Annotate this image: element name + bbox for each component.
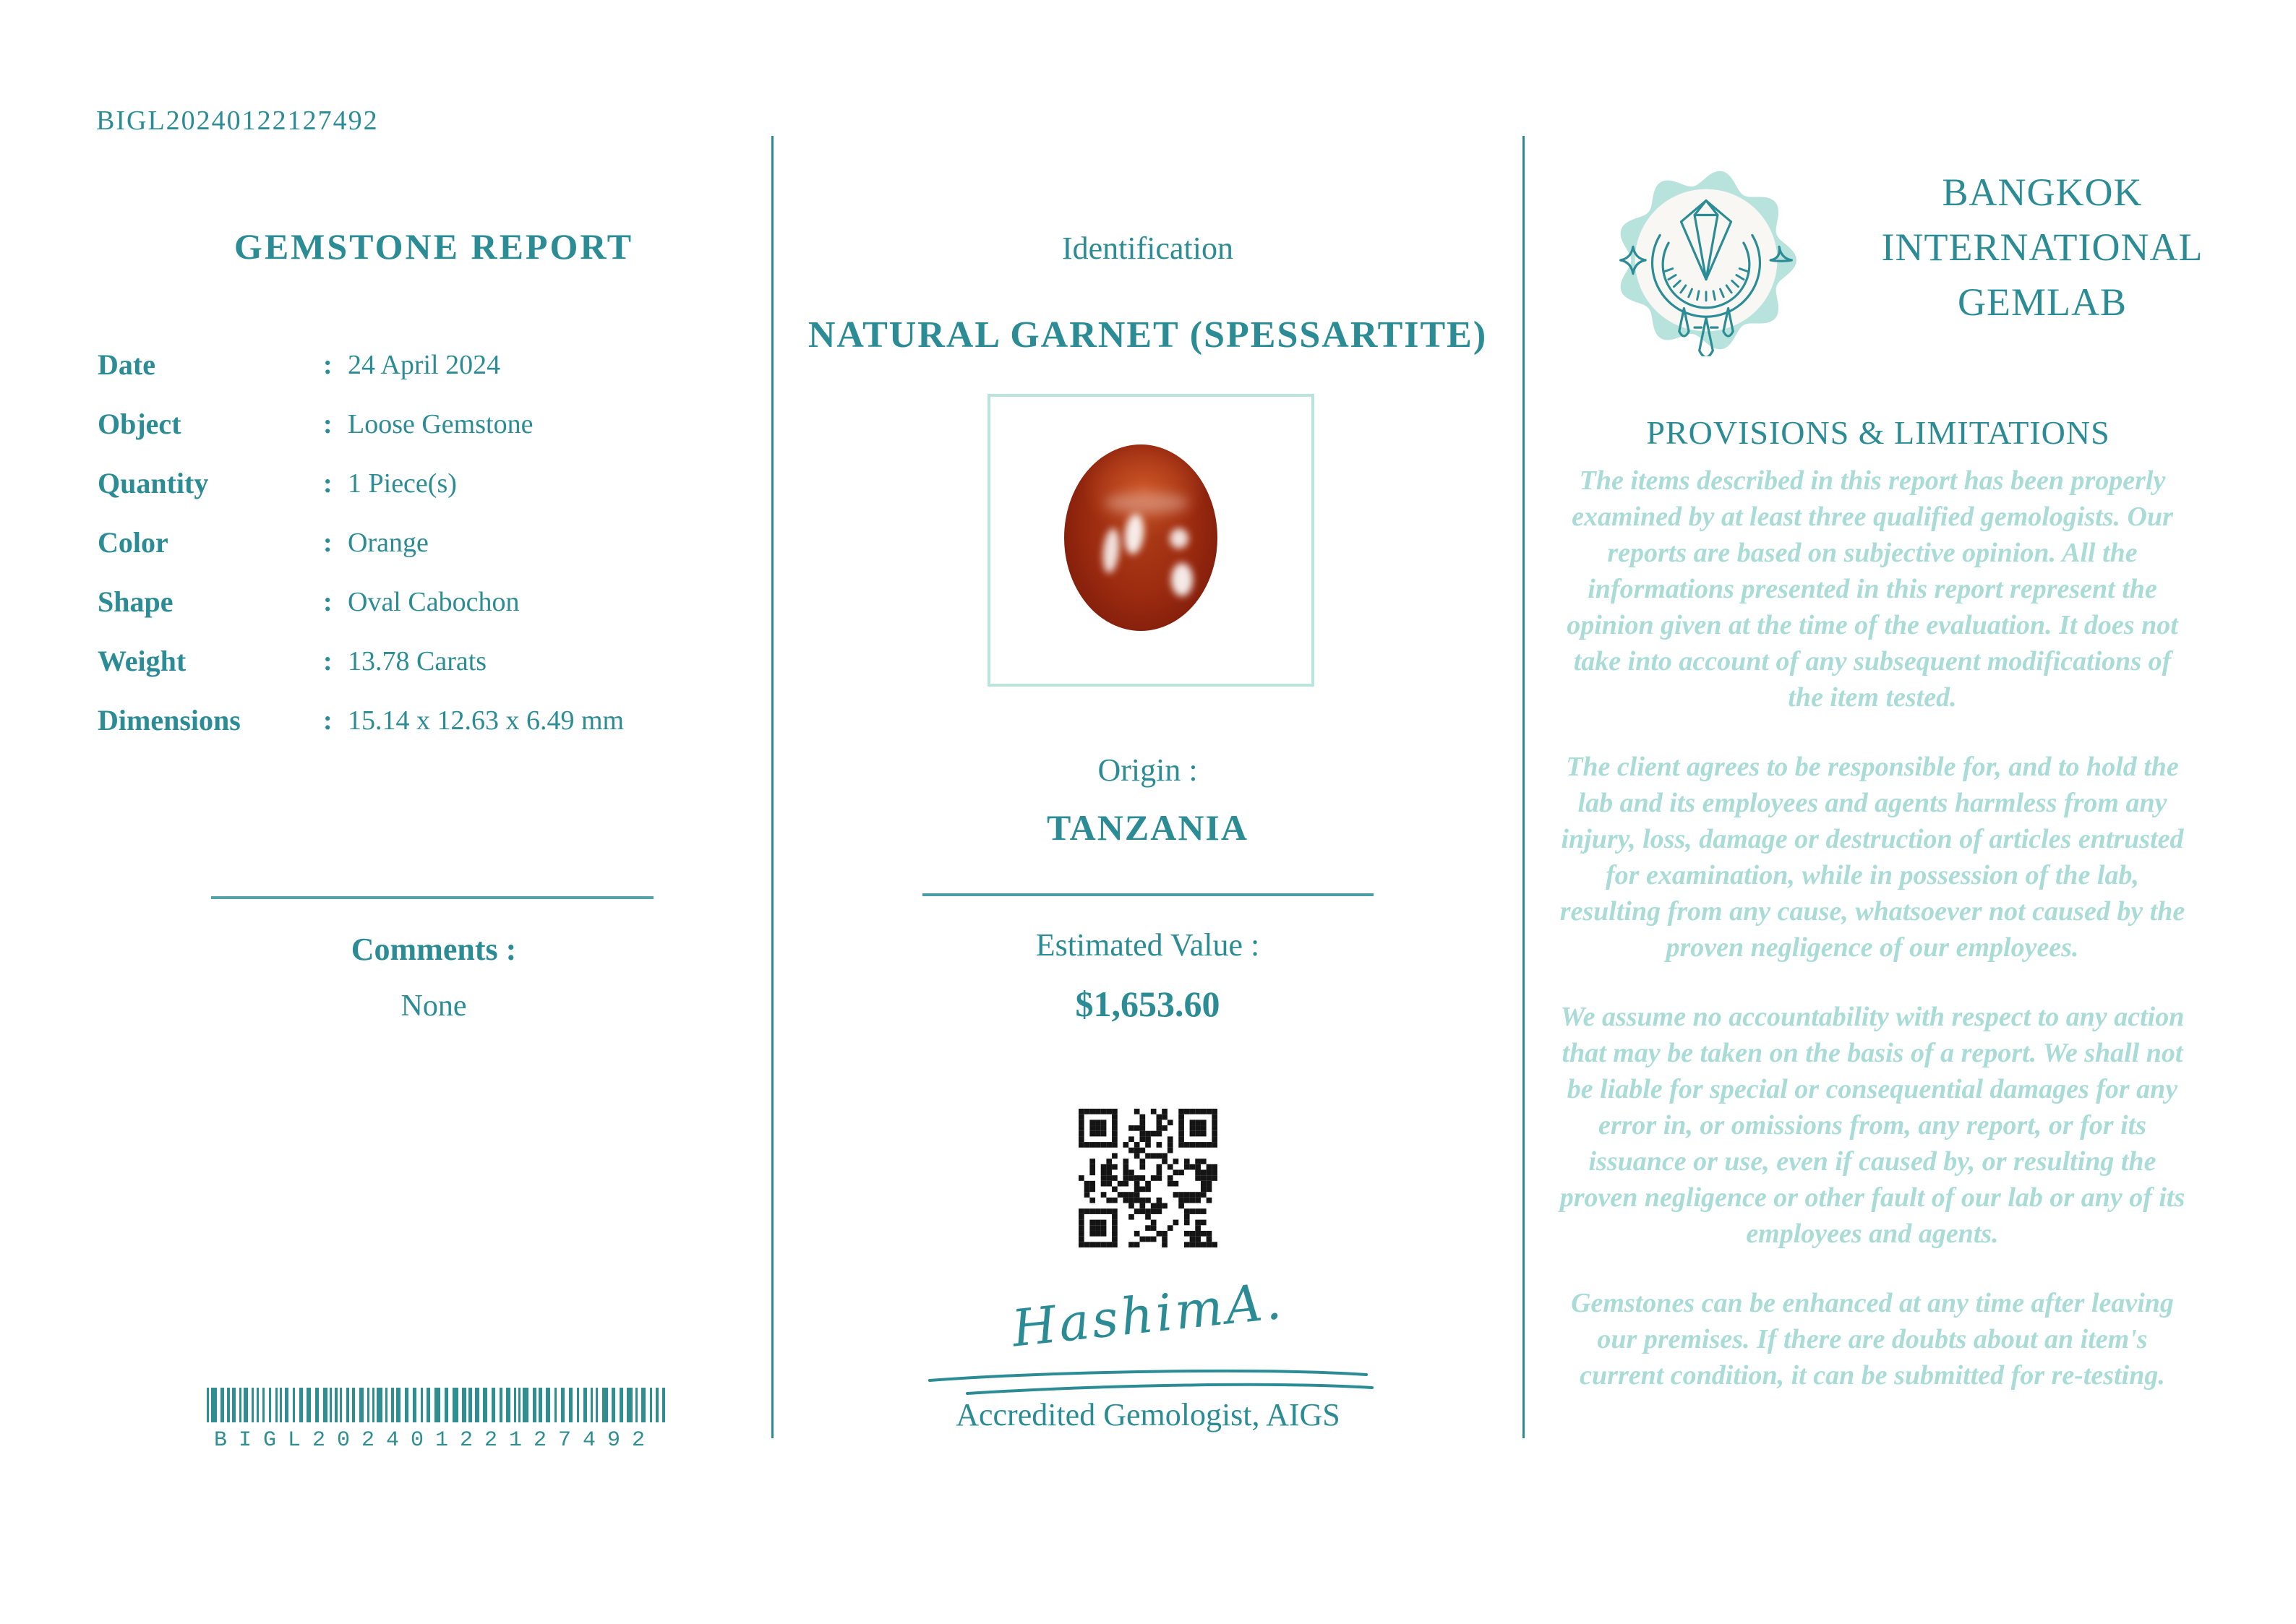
table-row-weight [98,643,770,679]
estimated-value-amount: $1,653.60 [1075,984,1220,1024]
gem-highlight [1171,563,1193,596]
detail-value: 13.78 Carats [348,646,487,676]
signature-name: HashimA. [1009,1271,1287,1359]
detail-colon: : [323,587,333,617]
barcode-text: BIGL20240122127492 [214,1428,657,1453]
detail-label: Quantity [98,467,209,499]
table-row-date [98,347,770,383]
signature [917,1271,1379,1401]
table-row-object [98,406,770,442]
qr-code-image [1079,1109,1217,1247]
table-row-color [98,525,770,561]
provision-paragraph: The items described in this report has been properly examined by at least three qualified gemologists. Our reports are based on subjective opinion. All the informations presented in this report represent the opinion given at the time of the evaluation. It does not take into account of any subsequent modifications of the item tested. [1567,465,2178,713]
detail-value: 1 Piece(s) [348,468,457,499]
detail-label: Date [98,348,155,381]
table-row-quantity [98,465,770,502]
detail-colon: : [323,705,333,736]
detail-label: Object [98,408,181,440]
detail-value: Orange [348,528,429,558]
origin-value: TANZANIA [1047,807,1248,848]
gemologist-title: Accredited Gemologist, AIGS [956,1397,1340,1432]
detail-colon: : [323,409,333,439]
barcode-stripes [207,1388,665,1425]
provision-paragraph: The client agrees to be responsible for, and to hold the lab and its employees and agents harmless from any injury, loss, damage or destruction of articles entrusted for examination, while in possession of the lab, resulting from any cause, whatsoever not caused by the proven negligence of our employees. [1559,752,2185,963]
page-title: GEMSTONE REPORT [234,226,634,267]
detail-colon: : [323,468,333,499]
origin-heading: Origin : [1097,752,1198,788]
gem-photo-frame [988,394,1314,687]
gem-highlight [1123,513,1146,555]
table-row-shape [98,584,770,620]
lab-name-line: BANGKOK [1942,171,2143,214]
comments-value: None [400,989,467,1023]
detail-label: Shape [98,585,174,618]
gem-highlight [1101,528,1121,574]
identification-heading: Identification [1061,231,1233,266]
provision-paragraph: Gemstones can be enhanced at any time after leaving our premises. If there are doubts about an item's current condition, it can be submitted for re-testing. [1571,1288,2174,1391]
barcode [207,1388,665,1453]
provisions-heading: PROVISIONS & LIMITATIONS [1646,414,2110,451]
detail-value: Loose Gemstone [348,409,534,439]
lab-name [1836,165,2248,330]
provision-paragraph: We assume no accountability with respect to any action that may be taken on the basis of a report. We shall not be liable for special or consequential damages for any error in, or omissions from, any report, or for its issuance or use, even if caused by, or resulting the proven negligence or other fault of our lab or any of its employees and agents. [1559,1002,2185,1249]
detail-label: Dimensions [98,704,241,736]
comments-divider [211,896,654,899]
identification-value: NATURAL GARNET (SPESSARTITE) [808,314,1488,356]
estimated-value-heading: Estimated Value : [1035,927,1260,963]
table-row-dimensions [98,703,770,739]
lab-name-line: GEMLAB [1958,280,2127,324]
lab-logo-icon [1610,164,1802,356]
detail-label: Color [98,526,168,559]
gem-details-table [98,347,770,762]
qr-code [1079,1109,1217,1247]
detail-value: Oval Cabochon [348,587,520,617]
detail-colon: : [323,350,333,380]
gem-highlight [1105,492,1188,514]
middle-divider [922,893,1374,896]
gem-highlight [1170,528,1188,549]
comments-heading: Comments : [351,932,517,967]
lab-name-line: INTERNATIONAL [1881,225,2203,269]
report-number: BIGL20240122127492 [96,106,379,136]
detail-colon: : [323,528,333,558]
detail-colon: : [323,646,333,676]
detail-label: Weight [98,645,187,677]
detail-value: 15.14 x 12.63 x 6.49 mm [348,705,625,736]
gem-photo [1064,444,1217,631]
detail-value: 24 April 2024 [348,350,501,380]
provisions-text [1554,463,2190,1427]
